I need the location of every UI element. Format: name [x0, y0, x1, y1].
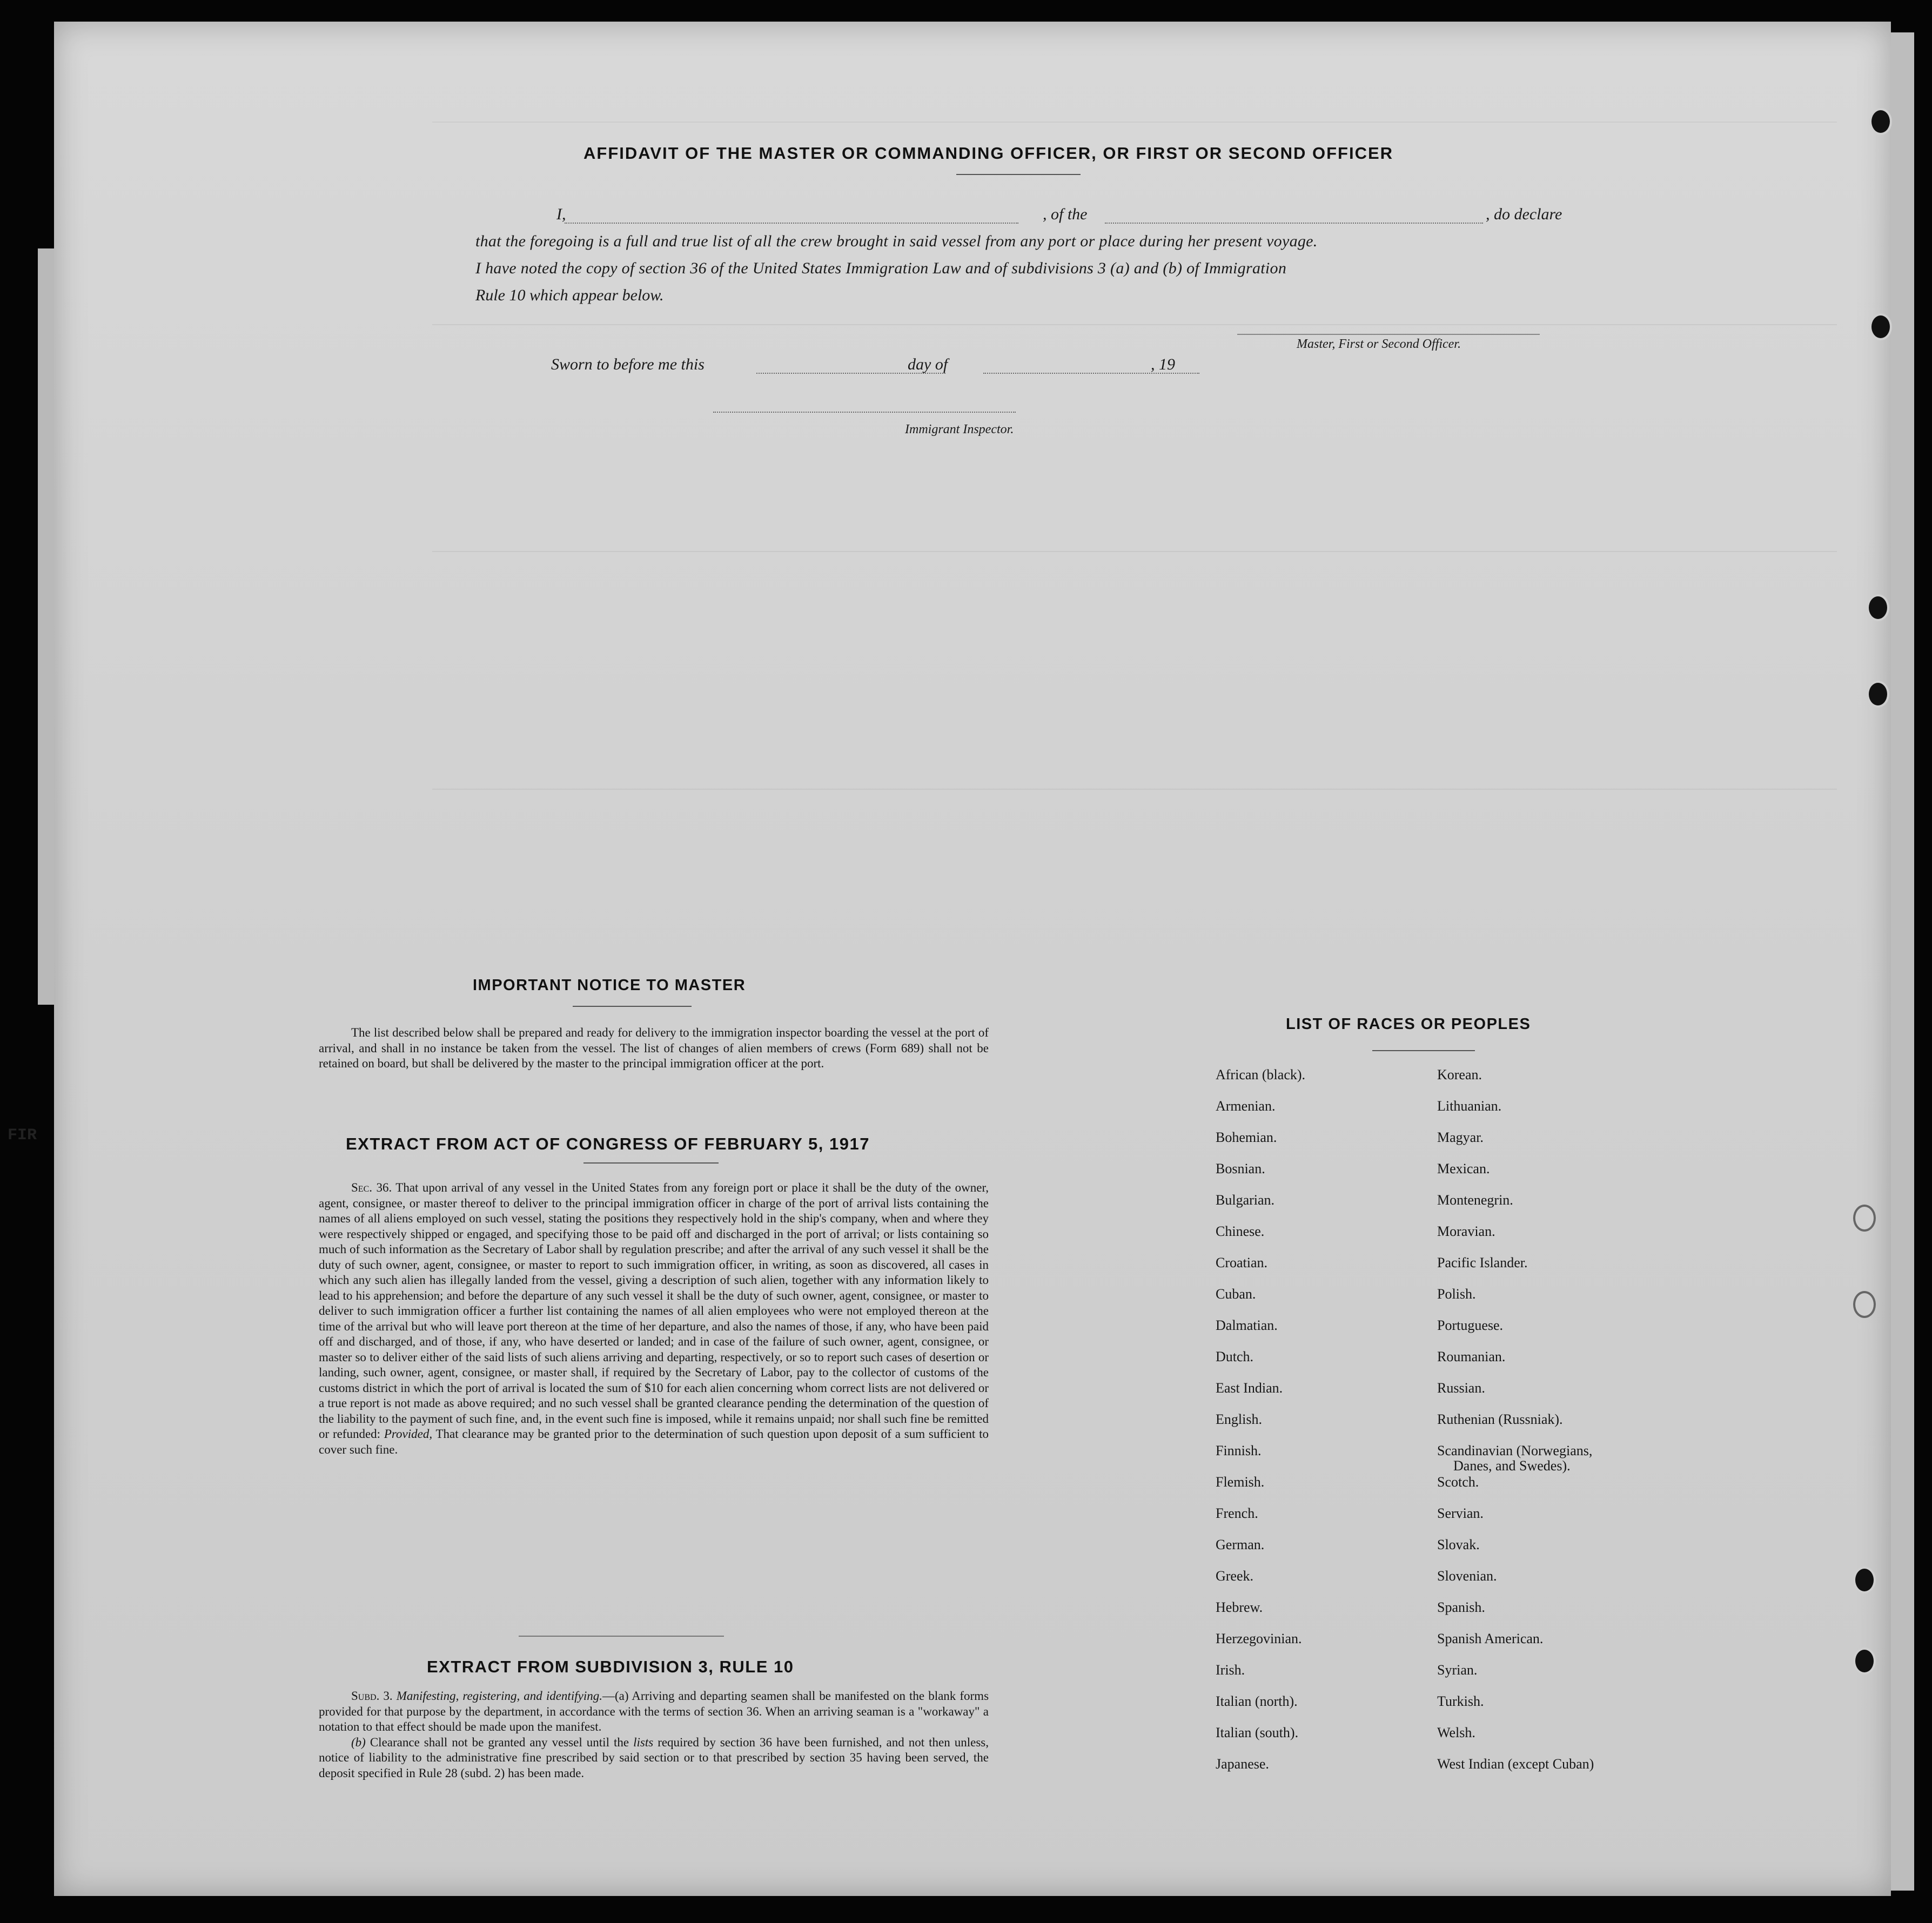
binder-hole	[1869, 108, 1892, 135]
year-label: , 19	[1151, 355, 1175, 373]
master-signature-label: Master, First or Second Officer.	[1297, 337, 1461, 351]
race-item: English.	[1216, 1411, 1262, 1427]
rule-paragraph	[319, 1689, 989, 1781]
act-end-rule	[519, 1636, 724, 1637]
race-item: Spanish.	[1437, 1599, 1485, 1615]
race-item: Korean.	[1437, 1067, 1482, 1082]
races-title-rule	[1372, 1050, 1475, 1051]
affidavit-line-2: that the foregoing is a full and true list of all the crew brought in said vessel from any port or place during her present voyage.	[475, 232, 1318, 250]
day-of-label: day of	[908, 355, 948, 373]
affidavit-line-3: I have noted the copy of section 36 of the United States Immigration Law and of subdivisions 3 (a) and (b) of Immigration	[475, 259, 1287, 277]
act-text: That upon arrival of any vessel in the United States from any foreign port or place it shall be the duty of the owner, agent, consignee, or master thereof to deliver to the principal immigration officer in charge of the port of arrival lists containing the names of all aliens employed on such vessel, stating the positions they respectively hold in the ship's company, when and where they were respectively shipped or engaged, and specifying those to be paid off and discharged in the port of arrival; or lists containing so much of such information as the Secretary of Labor shall by regulation prescribe; and after the arrival of any such vessel it shall be the duty of such owner, agent, consignee, or master to report to such immigration officer, in writing, as soon as discovered, all cases in which any such alien has illegally landed from the vessel, giving a description of such alien, together with any information likely to lead to his apprehension; and before the departure of any such vessel it shall be the duty of such owner, agent, consignee, or master to deliver to such immigration officer a further list containing the names of all alien employees who were not employed thereon at the time of the arrival but who will leave port thereon at the time of her departure, and also the names of those, if any, who have been paid off and discharged, and of those, if any, who have deserted or landed; and in case of the failure of such owner, agent, consignee, or master so to deliver either of the said lists of such aliens arriving and departing, respectively, or so to report such cases of desertion or landing, such owner, agent, consignee, or master shall, if required by the Secretary of Labor, pay to the collector of customs of the customs district in which the port of arrival is located the sum of $10 for each alien concerning whom correct lists are not delivered or a true report is not made as above required; and no such vessel shall be granted clearance pending the determination of the question of the liability to the payment of such fine, and, in the event such fine is imposed, while it remains unpaid; nor shall such fine be remitted or refunded:	[319, 1181, 989, 1441]
race-item: Cuban.	[1216, 1286, 1256, 1302]
sworn-label: Sworn to before me this	[551, 355, 705, 373]
race-item: Spanish American.	[1437, 1631, 1544, 1646]
document-page	[54, 22, 1891, 1896]
race-item: Polish.	[1437, 1286, 1476, 1302]
race-item: Flemish.	[1216, 1474, 1265, 1490]
race-item: Roumanian.	[1437, 1349, 1506, 1364]
binder-hole	[1853, 1648, 1876, 1675]
race-item: Pacific Islander.	[1437, 1255, 1528, 1270]
notice-paragraph	[319, 1025, 989, 1072]
name-blank[interactable]	[565, 223, 1018, 224]
race-item: Hebrew.	[1216, 1599, 1263, 1615]
race-item: Armenian.	[1216, 1098, 1276, 1114]
subd-a-label: —(a)	[602, 1689, 629, 1703]
race-item: French.	[1216, 1505, 1258, 1521]
race-item: Scotch.	[1437, 1474, 1479, 1490]
inspector-label: Immigrant Inspector.	[905, 422, 1014, 436]
race-item: Syrian.	[1437, 1662, 1478, 1678]
provided-word: Provided,	[384, 1427, 433, 1441]
master-signature-line[interactable]	[1237, 334, 1540, 335]
rule-title: EXTRACT FROM SUBDIVISION 3, RULE 10	[427, 1657, 794, 1676]
race-item: Scandinavian (Norwegians,	[1437, 1443, 1593, 1458]
race-item: West Indian (except Cuban)	[1437, 1756, 1594, 1772]
subd-heading: Manifesting, registering, and identifying.	[396, 1689, 602, 1703]
race-item: Slovenian.	[1437, 1568, 1497, 1584]
race-item: Bulgarian.	[1216, 1192, 1275, 1208]
race-item: Lithuanian.	[1437, 1098, 1502, 1114]
notice-title-rule	[573, 1006, 692, 1007]
subd-label: Subd. 3.	[351, 1689, 393, 1703]
notice-text: The list described below shall be prepared and ready for delivery to the immigration inspector boarding the vessel at the port of arrival, and shall in no instance be taken from the vessel. The list of changes of alien members of crews (Form 689) shall not be retained on board, but shall be delivered by the master to the principal immigration officer at the port.	[319, 1026, 989, 1070]
race-item-continuation: Danes, and Swedes).	[1453, 1458, 1571, 1474]
race-item: Russian.	[1437, 1380, 1485, 1396]
affidavit-line-4: Rule 10 which appear below.	[475, 286, 664, 304]
races-title: LIST OF RACES OR PEOPLES	[1286, 1016, 1531, 1033]
affidavit-title: AFFIDAVIT OF THE MASTER OR COMMANDING OFFICER, OR FIRST OR SECOND OFFICER	[583, 144, 1394, 163]
affidavit-title-rule	[956, 174, 1081, 175]
binder-hole	[1853, 1291, 1876, 1318]
notice-title: IMPORTANT NOTICE TO MASTER	[473, 977, 746, 994]
race-item: Magyar.	[1437, 1129, 1484, 1145]
affidavit-i-label: I,	[556, 205, 566, 223]
race-item: Montenegrin.	[1437, 1192, 1513, 1208]
race-item: East Indian.	[1216, 1380, 1283, 1396]
affidavit-do-declare: , do declare	[1486, 205, 1562, 223]
binder-hole	[1867, 594, 1889, 621]
affidavit-of-the: , of the	[1043, 205, 1088, 223]
race-item: Slovak.	[1437, 1537, 1480, 1552]
act-title: EXTRACT FROM ACT OF CONGRESS OF FEBRUARY 5, 1917	[346, 1134, 870, 1153]
race-item: Welsh.	[1437, 1725, 1475, 1740]
side-fragment-text: FIR	[8, 1126, 37, 1145]
act-text-end: That clearance may be granted prior to the determination of such question upon deposit of a sum sufficient to cover such fine.	[319, 1427, 989, 1456]
subd-b-lists: lists	[633, 1735, 654, 1749]
race-item: Ruthenian (Russniak).	[1437, 1411, 1563, 1427]
race-item: Portuguese.	[1437, 1317, 1504, 1333]
race-item: Herzegovinian.	[1216, 1631, 1302, 1646]
race-item: Dutch.	[1216, 1349, 1254, 1364]
subd-b-text-2: required by section 36 have been furnished, and not then unless, notice of liability to the administrative fine prescribed by said section or to that prescribed by section 35 having been served, the deposit specified in Rule 28 (subd. 2) has been made.	[319, 1735, 989, 1780]
race-item: Greek.	[1216, 1568, 1254, 1584]
race-item: Turkish.	[1437, 1693, 1484, 1709]
race-item: Bohemian.	[1216, 1129, 1277, 1145]
race-item: African (black).	[1216, 1067, 1306, 1082]
binder-hole	[1867, 681, 1889, 708]
race-item: Irish.	[1216, 1662, 1245, 1678]
race-item: German.	[1216, 1537, 1265, 1552]
subd-b-text-1: Clearance shall not be granted any vessel until the	[370, 1735, 629, 1749]
race-item: Italian (north).	[1216, 1693, 1298, 1709]
act-paragraph	[319, 1180, 989, 1457]
binder-hole	[1869, 313, 1892, 340]
race-item: Servian.	[1437, 1505, 1484, 1521]
subd-b-label: (b)	[351, 1735, 366, 1749]
race-item: Croatian.	[1216, 1255, 1268, 1270]
race-item: Japanese.	[1216, 1756, 1269, 1772]
race-item: Mexican.	[1437, 1161, 1490, 1176]
race-item: Dalmatian.	[1216, 1317, 1278, 1333]
subd-a-text: Arriving and departing seamen shall be manifested on the blank forms provided for that purpose by the department, in accordance with the terms of section 36. When an arriving seaman is a "workaway" a notation to that effect should be made upon the manifest.	[319, 1689, 989, 1733]
inspector-signature-line[interactable]	[713, 412, 1016, 413]
race-item: Chinese.	[1216, 1223, 1265, 1239]
race-item: Finnish.	[1216, 1443, 1262, 1458]
binder-hole	[1853, 1205, 1876, 1232]
vessel-blank[interactable]	[1105, 223, 1483, 224]
binder-hole	[1853, 1566, 1876, 1593]
sec-36-label: Sec. 36.	[351, 1181, 392, 1194]
race-item: Bosnian.	[1216, 1161, 1265, 1176]
race-item: Italian (south).	[1216, 1725, 1299, 1740]
race-item: Moravian.	[1437, 1223, 1495, 1239]
act-title-rule	[583, 1162, 719, 1164]
